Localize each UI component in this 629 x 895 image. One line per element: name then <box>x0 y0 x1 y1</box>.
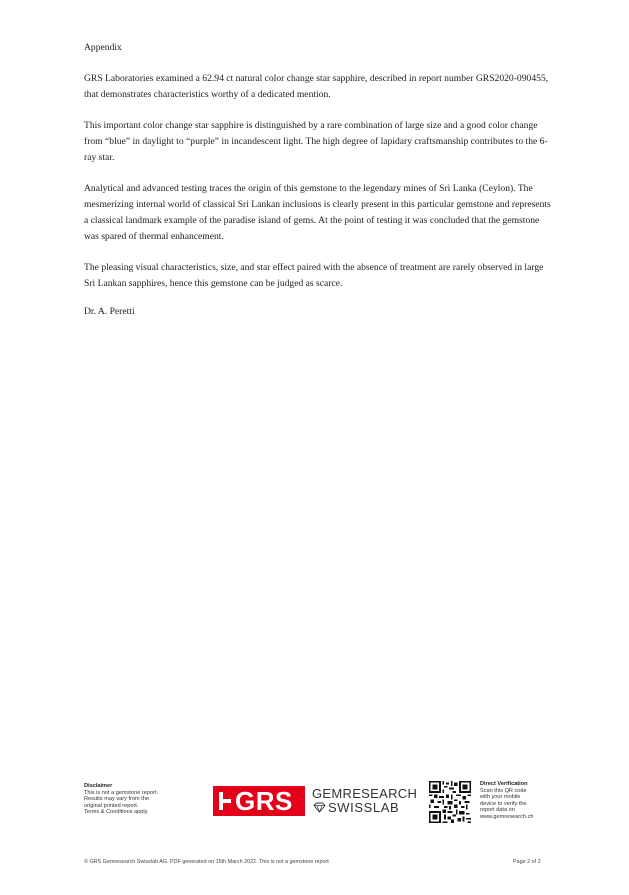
verification-title: Direct Verification <box>480 781 528 787</box>
paragraph-1 <box>84 71 554 103</box>
signature: Dr. A. Peretti <box>84 306 135 317</box>
logo-grs-text: GRS <box>235 786 293 816</box>
logo-swisslab-line <box>312 801 399 815</box>
paragraph-text: The pleasing visual characteristics, size, and star effect paired with the absence of treatment are rarely observed in large Sri Lankan sapphires, hence this gemstone can be judged as scarce. <box>84 262 544 289</box>
page-number: Page 2 of 2 <box>513 859 541 865</box>
logo-mark-icon <box>219 792 231 810</box>
disclaimer-line: Terms & Conditions apply. <box>84 809 149 816</box>
disclaimer-line: original printed report. <box>84 802 139 809</box>
logo-gemresearch-text: GEMRESEARCH <box>312 786 418 801</box>
qr-code-icon[interactable] <box>429 781 471 823</box>
grs-logo <box>213 786 418 816</box>
paragraph-text: Analytical and advanced testing traces the origin of this gemstone to the legendary mines of Sri Lanka (Ceylon). The mesmerizing internal world of classical Sri Lankan inclusions is clearly present in this particular gemstone and represents a classical landmark example of the paradise island of gems. At the point of testing it was concluded that the gemstone was spared of thermal enhancement. <box>84 183 551 242</box>
paragraph-4 <box>84 260 554 292</box>
logo-swisslab-text: SWISSLAB <box>328 800 400 815</box>
appendix-heading: Appendix <box>84 42 122 53</box>
paragraph-text: GRS Laboratories examined a 62.94 ct natural color change star sapphire, described in report number GRS2020-090455, that demonstrates characteristics worthy of a dedicated mention. <box>84 73 549 100</box>
logo-red-box <box>213 786 305 816</box>
verification-link[interactable]: www.gemresearch.ch <box>480 813 534 820</box>
disclaimer-block <box>84 783 194 816</box>
disclaimer-title: Disclaimer <box>84 783 113 789</box>
paragraph-2 <box>84 118 554 166</box>
verification-block <box>480 781 560 821</box>
disclaimer-line: This is not a gemstone report. <box>84 789 158 796</box>
footer-copyright: © GRS Gemresearch Swisslab AG. PDF generated on 15th March 2022. This is not a gemstone report. <box>84 859 331 865</box>
paragraph-text: This important color change star sapphire is distinguished by a rare combination of large size and a good color change from “blue” in daylight to “purple” in incandescent light. The high degree of lapidary craftsmanship contributes to the 6-ray star. <box>84 120 548 163</box>
verification-line: Scan this QR code <box>480 787 527 794</box>
disclaimer-line: Results may vary from the <box>84 796 149 803</box>
verification-line: with your mobile <box>480 794 521 801</box>
verification-line: device to verify the <box>480 800 527 807</box>
paragraph-3 <box>84 181 554 245</box>
verification-line: report data on <box>480 807 515 814</box>
